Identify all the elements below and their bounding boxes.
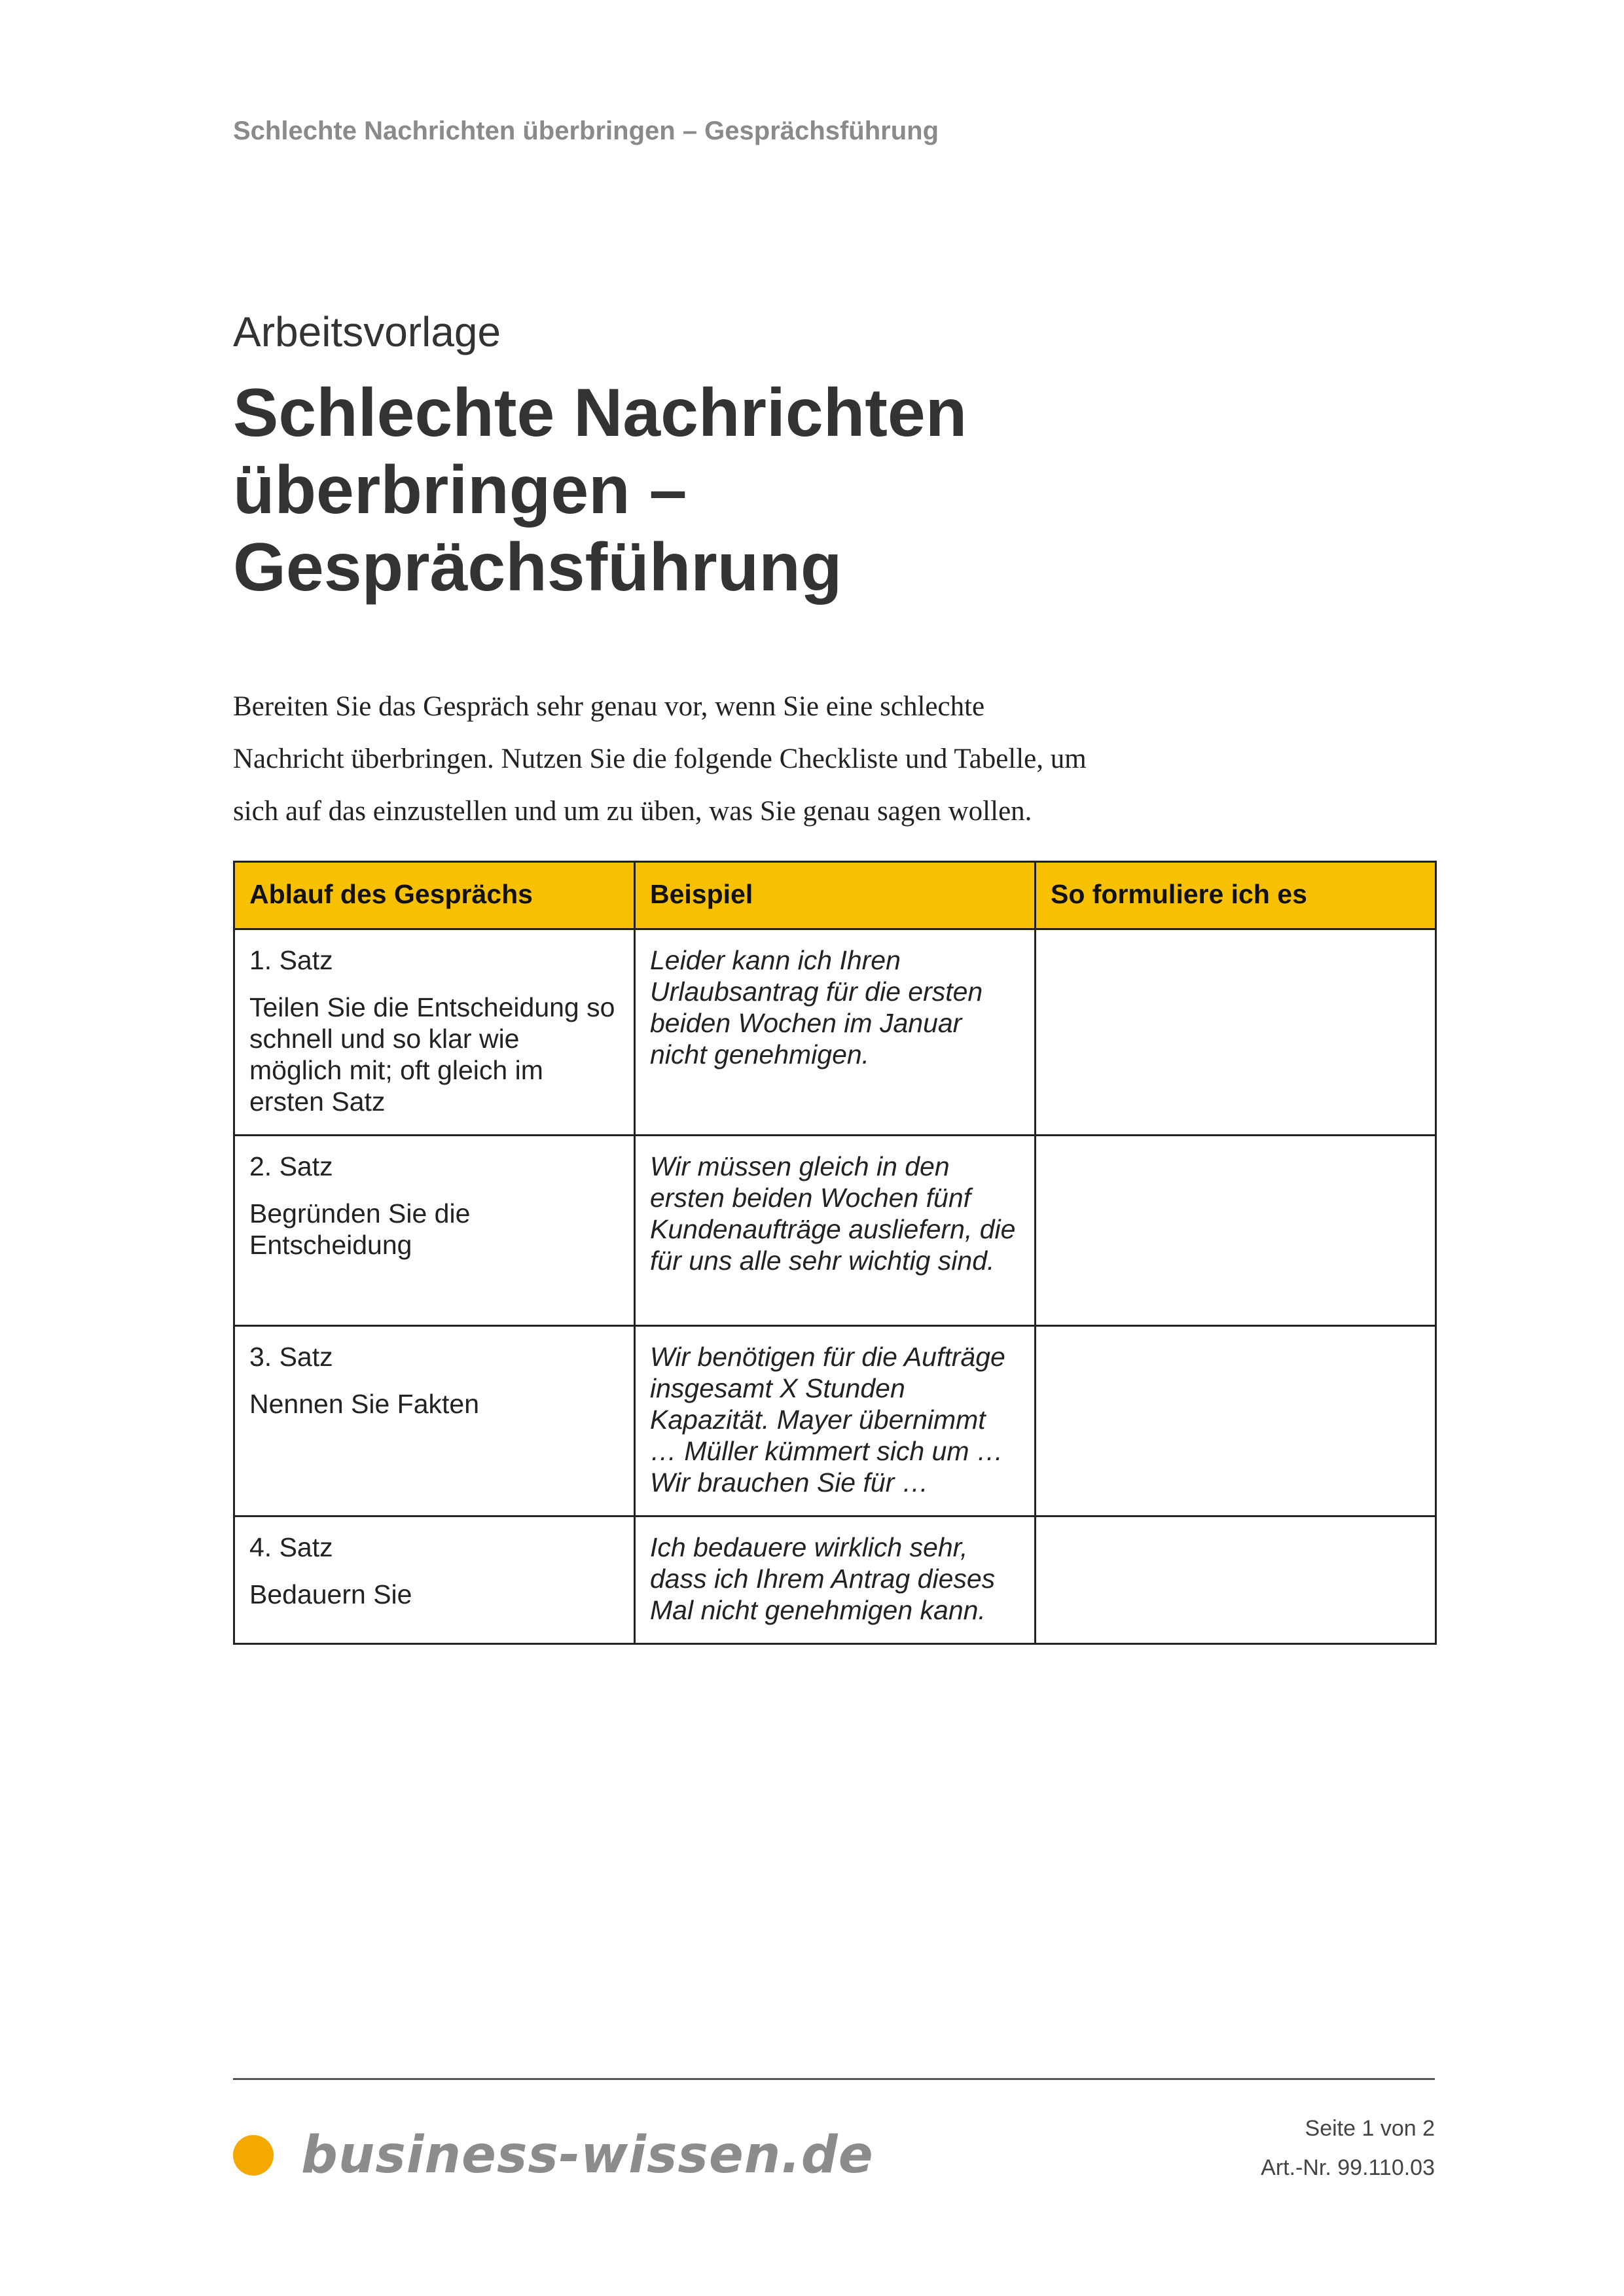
example-cell: Wir müssen gleich in den ersten beiden Wochen fünf Kundenaufträge ausliefern, die für uns alle sehr wichtig sind. xyxy=(635,1136,1036,1326)
step-number: 1. Satz xyxy=(249,945,333,975)
answer-cell[interactable] xyxy=(1036,1326,1436,1516)
example-cell: Ich bedauere wirklich sehr, dass ich Ihrem Antrag dieses Mal nicht genehmigen kann. xyxy=(635,1516,1036,1644)
table-header-row xyxy=(234,862,1436,929)
step-instruction: Begründen Sie die Entscheidung xyxy=(249,1198,471,1260)
step-cell xyxy=(234,929,635,1136)
answer-cell[interactable] xyxy=(1036,1136,1436,1326)
intro-line: Nachricht überbringen. Nutzen Sie die folgende Checkliste und Tabelle, um xyxy=(233,744,1087,774)
column-header-ablauf: Ablauf des Gesprächs xyxy=(234,862,635,929)
step-instruction: Nennen Sie Fakten xyxy=(249,1389,480,1419)
example-cell: Leider kann ich Ihren Urlaubsantrag für die ersten beiden Wochen im Januar nicht genehmigen. xyxy=(635,929,1036,1136)
page-title xyxy=(233,374,1477,606)
table-row xyxy=(234,1326,1436,1516)
logo-dot-icon xyxy=(233,2135,274,2176)
step-cell xyxy=(234,1136,635,1326)
step-number: 4. Satz xyxy=(249,1532,333,1562)
title-line: Gesprächsführung xyxy=(233,529,842,605)
example-cell: Wir benötigen für die Aufträge insgesamt X Stunden Kapazität. Mayer übernimmt … Müller kümmert sich um … Wir brauchen Sie für … xyxy=(635,1326,1036,1516)
article-number: Art.-Nr. 99.110.03 xyxy=(1261,2155,1435,2180)
intro-line: Bereiten Sie das Gespräch sehr genau vor, wenn Sie eine schlechte xyxy=(233,691,985,722)
intro-line: sich auf das einzustellen und um zu üben, was Sie genau sagen wollen. xyxy=(233,796,1032,827)
step-number: 3. Satz xyxy=(249,1342,333,1372)
column-header-formulierung: So formuliere ich es xyxy=(1036,862,1436,929)
table-row xyxy=(234,929,1436,1136)
step-cell xyxy=(234,1516,635,1644)
answer-cell[interactable] xyxy=(1036,1516,1436,1644)
page-number: Seite 1 von 2 xyxy=(1305,2116,1435,2141)
title-line: überbringen – xyxy=(233,452,687,528)
table-row xyxy=(234,1136,1436,1326)
answer-cell[interactable] xyxy=(1036,929,1436,1136)
step-cell xyxy=(234,1326,635,1516)
step-number: 2. Satz xyxy=(249,1151,333,1181)
intro-paragraph xyxy=(233,681,1215,838)
document-kicker: Arbeitsvorlage xyxy=(233,308,501,355)
logo xyxy=(233,2126,874,2185)
footer-divider xyxy=(233,2078,1435,2080)
page-info xyxy=(1261,2109,1435,2187)
step-instruction: Teilen Sie die Entscheidung so schnell und so klar wie möglich mit; oft gleich im ersten Satz xyxy=(249,992,615,1117)
conversation-plan-table xyxy=(233,861,1437,1645)
step-instruction: Bedauern Sie xyxy=(249,1579,412,1609)
logo-text: business-wissen.de xyxy=(301,2126,874,2185)
running-header: Schlechte Nachrichten überbringen – Gesprächsführung xyxy=(233,117,939,145)
table-row xyxy=(234,1516,1436,1644)
column-header-beispiel: Beispiel xyxy=(635,862,1036,929)
title-line: Schlechte Nachrichten xyxy=(233,375,967,451)
